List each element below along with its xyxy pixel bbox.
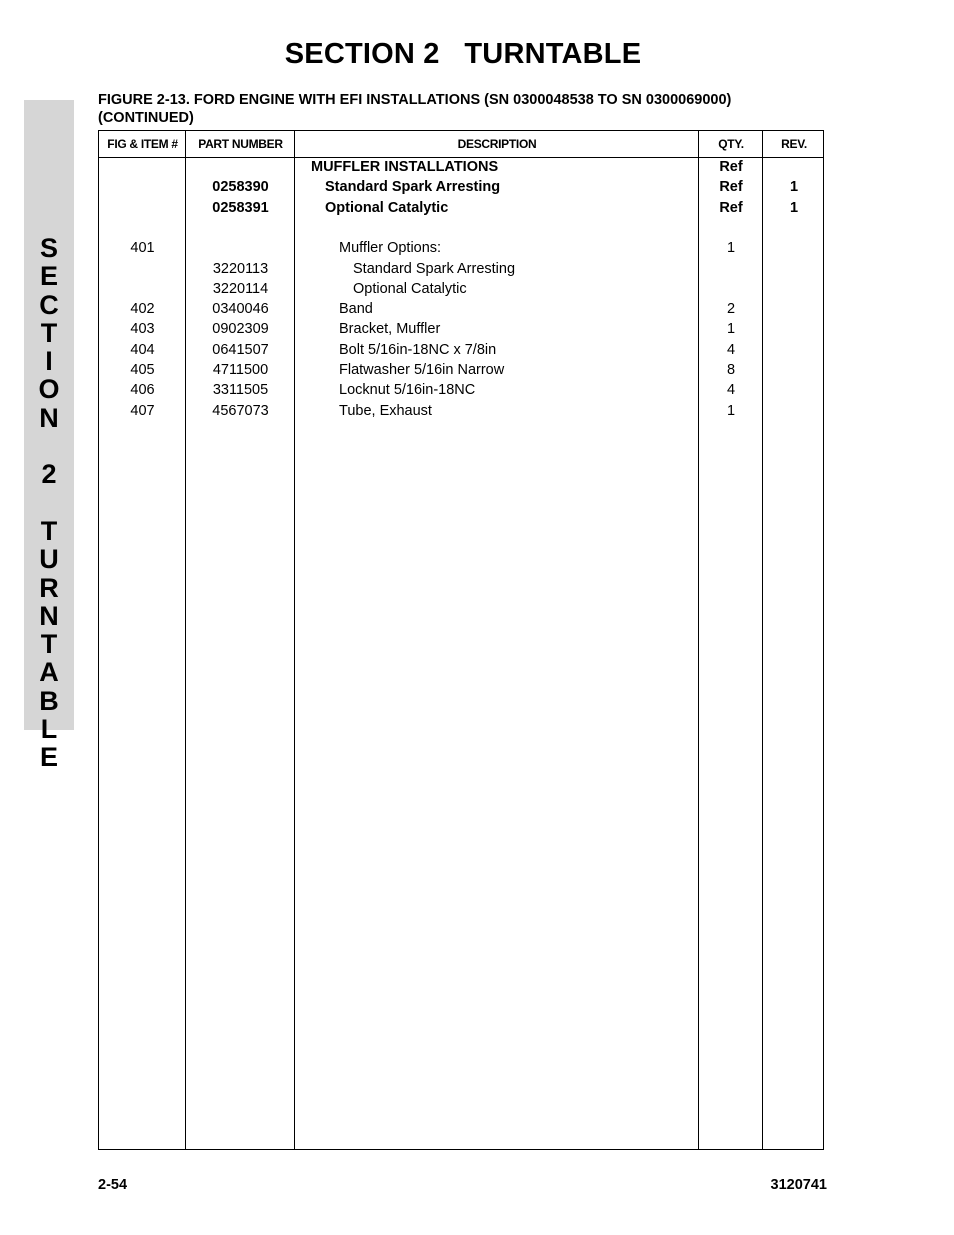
- cell-fig-item: 403: [130, 321, 155, 338]
- cell-description: Standard Spark Arresting: [353, 260, 516, 277]
- cell-part-number: 0340046: [212, 301, 269, 318]
- side-tab-letter: T: [40, 515, 58, 546]
- cell-part-number: 4567073: [212, 402, 269, 419]
- header-fig-item: FIG & ITEM #: [107, 137, 178, 151]
- cell-qty: 1: [726, 402, 736, 419]
- cell-description: Standard Spark Arresting: [325, 179, 501, 196]
- cell-fig-item: 401: [130, 240, 155, 257]
- header-description: DESCRIPTION: [457, 137, 537, 151]
- side-tab-letter: N: [39, 600, 59, 631]
- cell-qty: Ref: [719, 199, 743, 216]
- cell-part-number: 3220113: [212, 260, 269, 277]
- side-tab-letter: C: [39, 289, 59, 320]
- cell-description: Flatwasher 5/16in Narrow: [339, 362, 505, 378]
- cell-qty: 8: [726, 362, 736, 378]
- table-row: [99, 177, 823, 197]
- page-number: 2-54: [98, 1177, 128, 1193]
- cell-qty: Ref: [719, 159, 743, 175]
- table-row: [99, 218, 823, 238]
- cell-fig-item: 404: [130, 341, 155, 358]
- side-tab-letter: O: [38, 374, 60, 405]
- table-row: [99, 279, 823, 299]
- cell-part-number: 0258391: [212, 199, 269, 216]
- cell-description: Bracket, Muffler: [339, 321, 441, 338]
- side-tab-letter: I: [45, 346, 53, 377]
- cell-part-number: 3220114: [212, 280, 269, 297]
- side-tab-letter: [24, 432, 74, 460]
- side-tab-letter: 2: [41, 459, 57, 490]
- side-tab-letter: E: [39, 261, 58, 292]
- cell-description: Optional Catalytic: [325, 199, 449, 216]
- section-side-tab: [24, 100, 74, 773]
- cell-qty: 2: [726, 301, 736, 318]
- cell-qty: 4: [726, 382, 736, 399]
- cell-part-number: 0258390: [212, 179, 269, 196]
- side-tab-letter: N: [39, 402, 59, 433]
- table-row: [99, 380, 823, 400]
- figure-title: FIGURE 2-13. FORD ENGINE WITH EFI INSTALLATIONS (SN 0300048538 TO SN 0300069000) (CONTINUED): [98, 92, 732, 126]
- section-title: SECTION 2 TURNTABLE: [284, 38, 642, 70]
- side-tab-letters: [24, 234, 74, 772]
- cell-description: Tube, Exhaust: [339, 402, 432, 419]
- table-row: [99, 157, 823, 177]
- table-row: [99, 299, 823, 319]
- cell-rev: 1: [789, 199, 799, 216]
- parts-table: [98, 130, 824, 1150]
- cell-description: Locknut 5/16in-18NC: [339, 382, 476, 399]
- side-tab-letter: T: [40, 317, 58, 348]
- cell-rev: 1: [789, 179, 799, 196]
- cell-qty: Ref: [719, 179, 743, 196]
- header-part-number: PART NUMBER: [198, 137, 283, 151]
- table-header: [99, 131, 823, 158]
- side-tab-letter: L: [40, 714, 58, 745]
- cell-description: Muffler Options:: [339, 240, 442, 257]
- table-row: [99, 319, 823, 339]
- cell-fig-item: 402: [130, 301, 155, 318]
- table-row: [99, 340, 823, 360]
- cell-qty: 1: [726, 321, 736, 338]
- cell-part-number: 0641507: [212, 341, 269, 358]
- cell-fig-item: 407: [130, 402, 155, 419]
- side-tab-letter: S: [39, 233, 58, 263]
- table-row: [99, 198, 823, 218]
- cell-description: Bolt 5/16in-18NC x 7/8in: [339, 341, 497, 358]
- document-number: 3120741: [770, 1177, 827, 1193]
- cell-part-number: 0902309: [212, 321, 269, 338]
- cell-fig-item: 405: [130, 362, 155, 378]
- table-row: [99, 360, 823, 380]
- cell-description: Optional Catalytic: [353, 280, 467, 297]
- cell-description: MUFFLER INSTALLATIONS: [311, 159, 499, 175]
- cell-fig-item: 406: [130, 382, 155, 399]
- table-row: [99, 401, 823, 421]
- header-qty: QTY.: [718, 137, 744, 151]
- cell-part-number: 4711500: [212, 362, 269, 378]
- side-tab-letter: R: [39, 572, 59, 603]
- side-tab-letter: [24, 489, 74, 517]
- side-tab-letter: A: [39, 657, 59, 688]
- cell-qty: 4: [726, 341, 736, 358]
- cell-qty: 1: [726, 240, 736, 257]
- side-tab-letter: E: [39, 742, 58, 773]
- table-row: [99, 259, 823, 279]
- table-row: [99, 238, 823, 258]
- side-tab-letter: B: [39, 685, 59, 716]
- header-rev: REV.: [781, 137, 807, 151]
- cell-description: Band: [339, 301, 373, 318]
- side-tab-letter: U: [39, 544, 59, 575]
- cell-part-number: 3311505: [212, 382, 269, 399]
- side-tab-letter: T: [40, 629, 58, 660]
